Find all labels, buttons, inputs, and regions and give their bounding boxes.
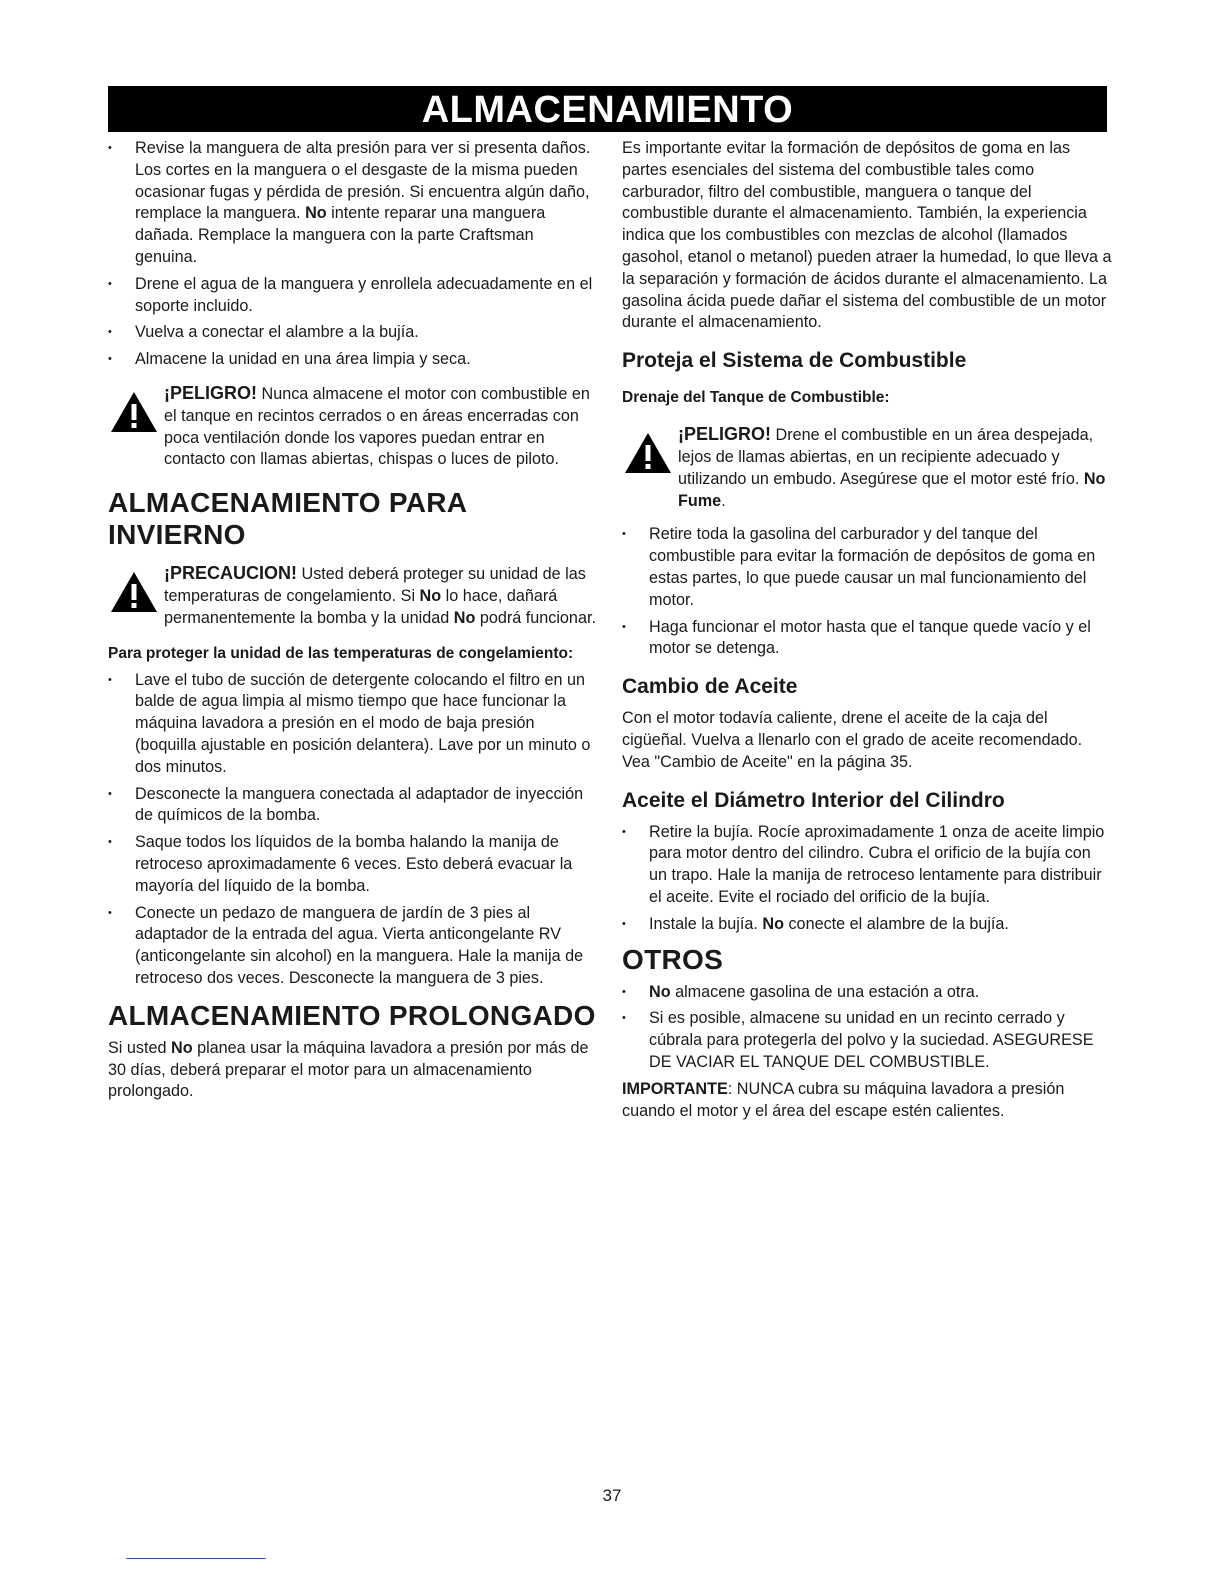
list-item: • Desconecte la manguera conectada al adaptador de inyección de químicos de la bomba.	[108, 784, 584, 825]
list-item: • Instale la bujía. No conecte el alambre de la bujía.	[622, 914, 1009, 933]
oil-change-text: Con el motor todavía caliente, drene el aceite de la caja del cigüeñal. Vuelva a llenarlo con el grado de aceite recomendado. Vea "Cambio de Aceite" en la página 35.	[622, 709, 1083, 771]
list-item: • Revise la manguera de alta presión para ver si presenta daños. Los cortes en la manguera o el desgaste de la misma pueden ocasionar fugas y pérdida de presión. Si encuentra algún daño, remplace la manguera. No intente reparar una manguera dañada. Remplace la manguera con la parte Craftsman genuina.	[108, 139, 591, 266]
list-item: • Haga funcionar el motor hasta que el tanque quede vacío y el motor se detenga.	[622, 617, 1091, 658]
oil-change-heading: Cambio de Aceite	[622, 675, 798, 699]
page-title-banner: ALMACENAMIENTO	[108, 86, 1107, 132]
others-bullet-list	[622, 982, 1112, 1074]
protect-freezing-subheading: Para proteger la unidad de las temperaturas de congelamiento:	[108, 644, 574, 662]
page-number: 37	[602, 1486, 622, 1505]
right-column	[622, 138, 1112, 1122]
winter-bullet-list	[108, 670, 598, 990]
cylinder-bullet-list	[622, 822, 1112, 936]
cylinder-oil-heading: Aceite el Diámetro Interior del Cilindro	[622, 788, 1005, 812]
left-column	[108, 138, 598, 1103]
list-item: • Almacene la unidad en una área limpia y seca.	[108, 350, 471, 369]
list-item: • Drene el agua de la manguera y enrollela adecuadamente en el soporte incluido.	[108, 274, 593, 315]
list-item: • Retire toda la gasolina del carburador y del tanque del combustible para evitar la formación de depósitos de goma en estas partes, lo que puede causar un mal funcionamiento del motor.	[622, 525, 1096, 609]
warning-triangle-icon	[110, 571, 158, 613]
danger-warning: ¡PELIGRO! Drene el combustible en un área despejada, lejos de llamas abiertas, en un recipiente adecuado y utilizando un embudo. Asegúrese que el motor esté frío. No Fume.	[622, 424, 1112, 512]
drain-tank-subheading: Drenaje del Tanque de Combustible:	[622, 389, 890, 407]
fuel-bullet-list	[622, 524, 1112, 660]
fuel-intro-text: Es importante evitar la formación de depósitos de goma en las partes esenciales del sistema del combustible tales como carburador, filtro del combustible, manguera o tanque del combustible durante el almacenamiento. También, la experiencia indica que los combustibles con mezclas de alcohol (llamados gasohol, etanol o metanol) pueden atraer la humedad, lo que lleva a la separación y formación de ácidos durante el almacenamiento. La gasolina ácida puede dañar el sistema del combustible de un motor durante el almacenamiento.	[622, 139, 1112, 332]
list-item: • Conecte un pedazo de manguera de jardín de 3 pies al adaptador de la entrada del agua. Vierta anticongelante RV (anticongelante sin alcohol) en la manguera. Hale la manija de retroceso dos veces. Desconecte la manguera de 3 pies.	[108, 903, 584, 987]
footer-divider	[126, 1558, 266, 1559]
list-item: • No almacene gasolina de una estación a otra.	[622, 982, 980, 1001]
list-item: • Vuelva a conectar el alambre a la bujía.	[108, 323, 419, 342]
prolonged-storage-heading: ALMACENAMIENTO PROLONGADO	[108, 999, 596, 1031]
important-note: IMPORTANTE: NUNCA cubra su máquina lavadora a presión cuando el motor y el área del escape estén calientes.	[622, 1079, 1065, 1120]
warning-triangle-icon	[624, 432, 672, 474]
fuel-system-heading: Proteja el Sistema de Combustible	[622, 349, 967, 373]
prolonged-storage-text: Si usted No planea usar la máquina lavadora a presión por más de 30 días, deberá preparar el motor para un almacenamiento prolongado.	[108, 1038, 589, 1101]
list-item: • Lave el tubo de succión de detergente colocando el filtro en un balde de agua limpia al mismo tiempo que hace funcionar la máquina lavadora a presión en el modo de baja presión (boquilla ajustable en posición delantera). Lave por un minuto o dos minutos.	[108, 670, 591, 776]
danger-warning: ¡PELIGRO! Nunca almacene el motor con combustible en el tanque en recintos cerrados o en áreas encerradas con poca ventilación donde los vapores puedan entrar en contacto con llamas abiertas, chispas o luces de piloto.	[108, 383, 598, 471]
winter-storage-heading: ALMACENAMIENTO PARA INVIERNO	[108, 487, 467, 551]
storage-bullet-list	[108, 138, 598, 371]
warning-triangle-icon	[110, 391, 158, 433]
list-item: • Si es posible, almacene su unidad en un recinto cerrado y cúbrala para protegerla del polvo y la suciedad. ASEGURESE DE VACIAR EL TANQUE DEL COMBUSTIBLE.	[622, 1009, 1094, 1071]
caution-warning: ¡PRECAUCION! Usted deberá proteger su unidad de las temperaturas de congelamiento. Si No lo hace, dañará permanentemente la bomba y la unidad No podrá funcionar.	[108, 563, 598, 629]
list-item: • Retire la bujía. Rocíe aproximadamente 1 onza de aceite limpio para motor dentro del cilindro. Cubra el orificio de la bujía con un trapo. Hale la manija de retroceso lentamente para distribuir el aceite. Evite el rociado del orificio de la bujía.	[622, 822, 1105, 906]
others-heading: OTROS	[622, 943, 724, 975]
list-item: • Saque todos los líquidos de la bomba halando la manija de retroceso aproximadamente 6 veces. Esto deberá evacuar la mayoría del líquido de la bomba.	[108, 833, 573, 895]
